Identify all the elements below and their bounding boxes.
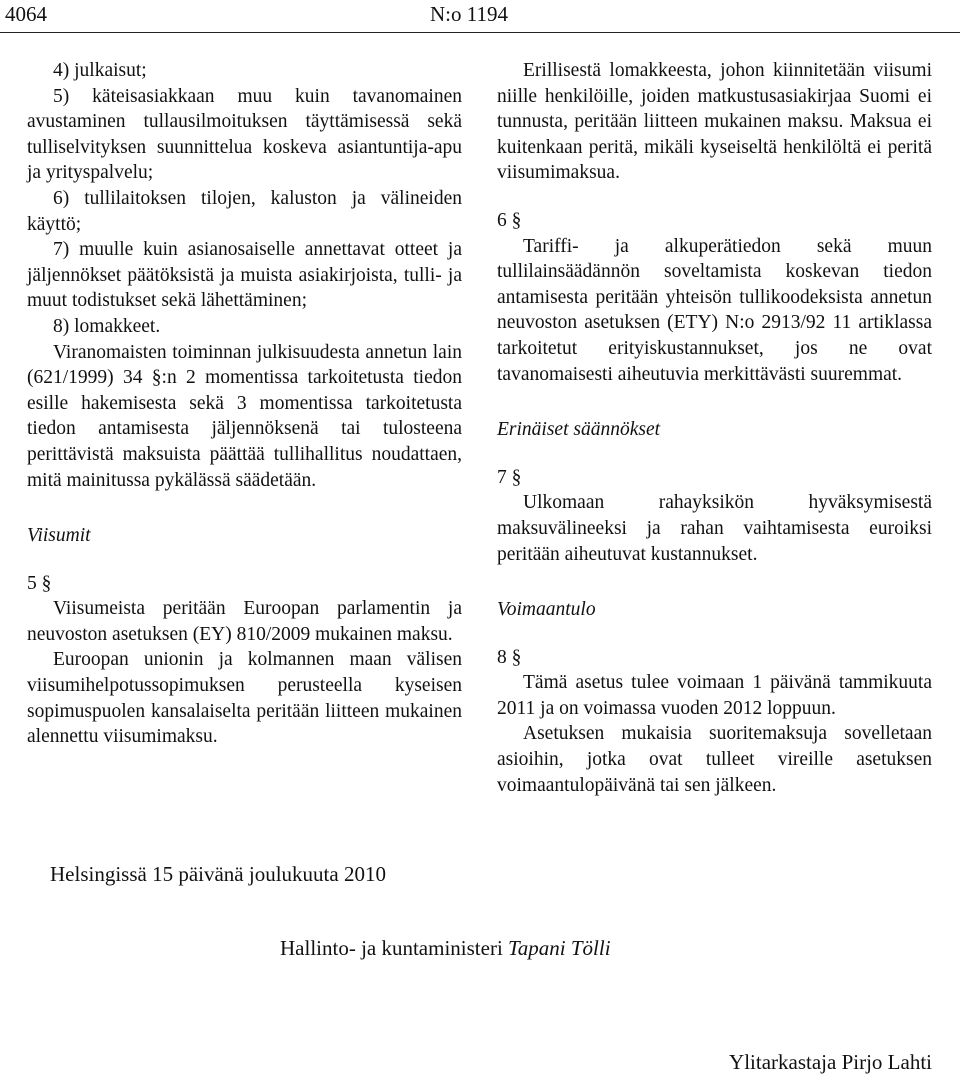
paragraph: Tämä asetus tulee voimaan 1 päivänä tammikuuta 2011 ja on voimassa vuoden 2012 loppuun.: [497, 672, 932, 719]
paragraph: Ulkomaan rahayksikön hyväksymisestä maksuvälineeksi ja rahan vaihtamisesta euroiksi peritään aiheutuvat kustannukset.: [497, 492, 932, 565]
paragraph: Asetuksen mukaisia suoritemaksuja sovelletaan asioihin, jotka ovat tulleet vireille asetuksen voimaantulopäivänä tai sen jälkeen.: [497, 723, 932, 796]
section-5-title: 5 §: [27, 572, 52, 594]
signature-place-date: Helsingissä 15 päivänä joulukuuta 2010: [50, 862, 386, 886]
list-item: 7) muulle kuin asianosaiselle annettavat otteet ja jäljennökset päätöksistä ja muista asiakirjoista, tulli- ja muut todistukset sekä lähettäminen;: [27, 239, 462, 312]
heading-visas: Viisumit: [27, 525, 91, 547]
header-rule: [0, 32, 960, 33]
paragraph: Erillisestä lomakkeesta, johon kiinnitetään viisumi niille henkilöille, joiden matkustusasiakirjaa Suomi ei tunnusta, peritään liitteen mukainen maksu. Maksua ei kuitenkaan peritä, mikäli kyseiseltä henkilöltä ei peritä viisumimaksua.: [497, 60, 932, 184]
list-item: 6) tullilaitoksen tilojen, kaluston ja välineiden käyttö;: [27, 187, 462, 235]
left-column: [27, 58, 462, 750]
minister-title: Hallinto- ja kuntaministeri: [280, 936, 503, 960]
list-item: 8) lomakkeet.: [53, 315, 161, 337]
signature-minister: [280, 936, 611, 961]
section-7-title: 7 §: [497, 466, 522, 488]
heading-entry-into-force: Voimaantulo: [497, 599, 596, 621]
paragraph: Tariffi- ja alkuperätiedon sekä muun tullilainsäädännön soveltamista koskevan tiedon antamisesta peritään yhteisön tullikoodeksista annetun neuvoston asetuksen (ETY) N:o 2913/92 11 artiklassa tarkoitetut erityiskustannukset, jos ne ovat tavanomaisesti aiheutuvia merkittävästi suuremmat.: [497, 235, 932, 385]
paragraph: Viisumeista peritään Euroopan parlamentin ja neuvoston asetuksen (EY) 810/2009 mukainen maksu.: [27, 598, 462, 645]
minister-name: Tapani Tölli: [508, 936, 611, 960]
issue-number: N:o 1194: [430, 2, 508, 26]
list-item: 4) julkaisut;: [53, 60, 147, 81]
list-item: 5) käteisasiakkaan muu kuin tavanomainen avustaminen tullausilmoituksen täyttämisessä sekä tulliselvityksen suunnittelua koskeva asiantuntija-apu ja yrityspalvelu;: [27, 85, 462, 184]
paragraph-publicity: Viranomaisten toiminnan julkisuudesta annetun lain (621/1999) 34 §:n 2 momentissa tarkoitetusta tiedon esille hakemisesta sekä 3 momentissa tarkoitetusta tiedon antamisesta jäljennöksenä tai tulosteena perittävistä maksuista päättää tullihallitus noudattaen, mitä mainitussa pykälässä säädetään.: [27, 341, 462, 491]
page-number: 4064: [5, 2, 47, 26]
heading-misc: Erinäiset säännökset: [497, 419, 661, 441]
paragraph: Euroopan unionin ja kolmannen maan välisen viisumihelpotussopimuksen perusteella kyseisen sopimuspuolen kansalaiselta peritään liitteen mukainen alennettu viisumimaksu.: [27, 649, 462, 748]
section-8-title: 8 §: [497, 646, 522, 668]
right-column: [497, 58, 932, 798]
signature-official: Ylitarkastaja Pirjo Lahti: [729, 1050, 932, 1074]
section-6-title: 6 §: [497, 209, 522, 231]
